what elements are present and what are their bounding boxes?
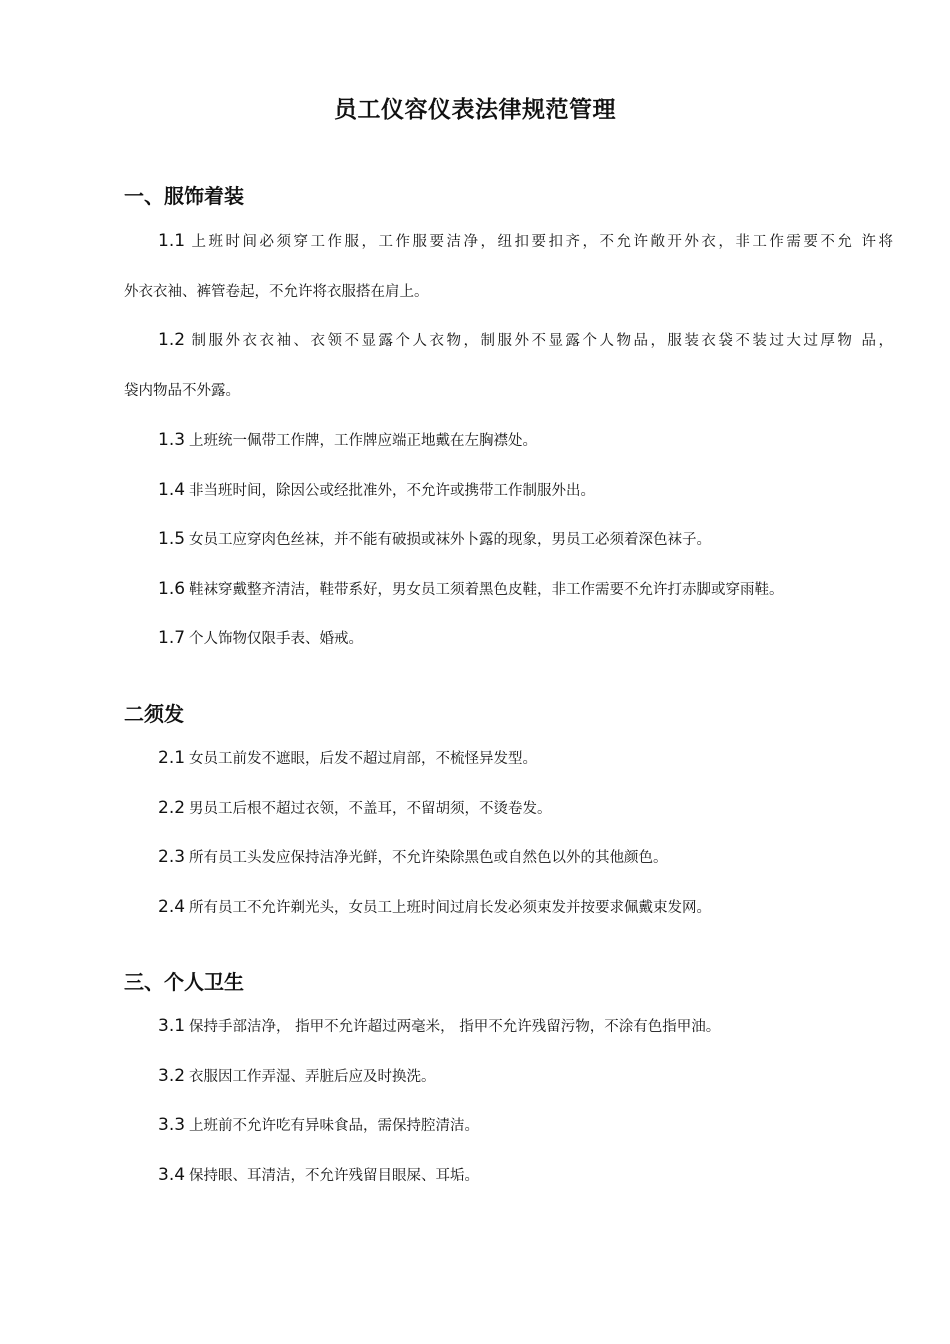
list-item: [124, 897, 893, 918]
item-number: 1.6: [158, 579, 186, 599]
item-text: 保持手部洁净， 指甲不允许超过两毫米， 指甲不允许残留污物，不涂有色指甲油。: [189, 1019, 721, 1035]
list-item: [124, 330, 893, 351]
item-number: 3.3: [158, 1115, 186, 1135]
item-number: 1.4: [158, 480, 186, 500]
item-number: 1.5: [158, 529, 186, 549]
list-item: [124, 579, 893, 600]
item-text: 所有员工不允许剃光头，女员工上班时间过肩长发必须束发并按要求佩戴束发网。: [189, 900, 712, 916]
list-item: [124, 529, 893, 550]
list-item: [124, 1066, 893, 1087]
item-continuation: 袋内物品不外露。: [124, 383, 240, 399]
section-heading: 三、个人卫生: [124, 970, 244, 994]
item-text: 上班时间必须穿工作服，工作服要洁净，纽扣要扣齐，不允许敞开外衣，非工作需要不允 许将: [189, 234, 893, 250]
item-text: 个人饰物仅限手表、婚戒。: [189, 631, 364, 647]
page-title: 员工仪容仪表法律规范管理: [334, 97, 616, 123]
item-number: 2.1: [158, 748, 186, 768]
item-number: 1.1: [158, 231, 186, 251]
list-item: [124, 1115, 893, 1136]
item-number: 1.3: [158, 430, 186, 450]
list-item: [124, 847, 893, 868]
item-number: 1.7: [158, 628, 186, 648]
item-number: 3.4: [158, 1165, 186, 1185]
list-item: [124, 1016, 893, 1037]
item-text: 保持眼、耳清洁，不允许残留目眼屎、耳垢。: [189, 1168, 480, 1184]
list-item: [124, 480, 893, 501]
item-text: 上班统一佩带工作牌，工作牌应端正地戴在左胸襟处。: [189, 433, 538, 449]
item-number: 2.3: [158, 847, 186, 867]
item-number: 2.2: [158, 798, 186, 818]
list-item: [124, 628, 893, 649]
item-text: 所有员工头发应保持洁净光鲜，不允许染除黑色或自然色以外的其他颜色。: [189, 850, 668, 866]
item-number: 2.4: [158, 897, 186, 917]
item-text: 男员工后根不超过衣领，不盖耳，不留胡须，不烫卷发。: [189, 801, 552, 817]
section-heading: 一、服饰着装: [124, 184, 244, 208]
list-item: [124, 231, 893, 252]
section-heading: 二须发: [124, 702, 184, 726]
item-text: 非当班时间，除因公或经批准外，不允许或携带工作制服外出。: [189, 483, 596, 499]
list-item: [124, 430, 893, 451]
item-number: 3.2: [158, 1066, 186, 1086]
item-text: 制服外衣衣袖、衣领不显露个人衣物，制服外不显露个人物品，服装衣袋不装过大过厚物 品，: [189, 333, 893, 349]
item-text: 上班前不允许吃有异味食品，需保持腔清洁。: [189, 1118, 480, 1134]
item-number: 3.1: [158, 1016, 186, 1036]
list-item: [124, 1165, 893, 1186]
list-item: [124, 798, 893, 819]
item-number: 1.2: [158, 330, 186, 350]
list-item: [124, 748, 893, 769]
item-continuation: 外衣衣袖、裤管卷起，不允许将衣服搭在肩上。: [124, 284, 429, 300]
item-text: 女员工应穿肉色丝袜，并不能有破损或袜外卜露的现象，男员工必须着深色袜子。: [189, 532, 712, 548]
item-text: 女员工前发不遮眼，后发不超过肩部，不梳怪异发型。: [189, 751, 538, 767]
item-text: 衣服因工作弄湿、弄脏后应及时换洗。: [189, 1069, 436, 1085]
item-text: 鞋袜穿戴整齐清洁，鞋带系好，男女员工须着黑色皮鞋，非工作需要不允许打赤脚或穿雨鞋。: [189, 582, 784, 598]
